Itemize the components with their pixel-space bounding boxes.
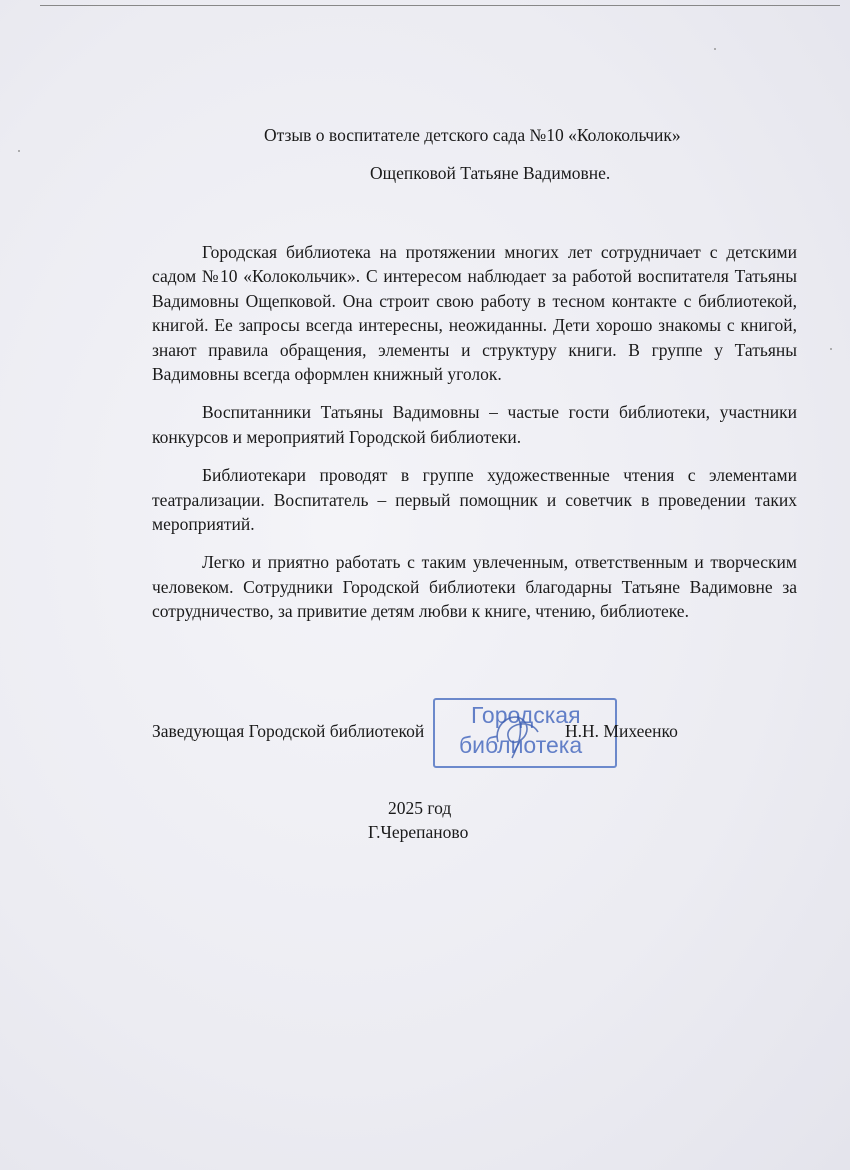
stamp-line2: библиотека	[459, 732, 583, 758]
handwritten-signature	[488, 702, 544, 764]
paragraph: Легко и приятно работать с таким увлеченным, ответственным и творческим человеком. Сотрудники Городской библиотеки благодарны Татьяне Вадимовне за сотрудничество, за привитие детям любви к книге, чтению, библиотеке.	[152, 552, 797, 622]
document-year: 2025 год	[388, 798, 452, 818]
signature-name: Н.Н. Михеенко	[565, 721, 678, 741]
document-subject: Ощепковой Татьяне Вадимовне.	[370, 163, 611, 183]
paragraph: Воспитанники Татьяны Вадимовны – частые гости библиотеки, участники конкурсов и мероприятий Городской библиотеки.	[152, 402, 797, 447]
paragraph: Городская библиотека на протяжении многих лет сотрудничает с детскими садом №10 «Колокольчик». С интересом наблюдает за работой воспитателя Татьяны Вадимовны Ощепковой. Она строит свою работу в тесном контакте с библиотекой, книгой. Ее запросы всегда интересны, неожиданны. Дети хорошо знакомы с книгой, знают правила обращения, элементы и структуру книги. В группе у Татьяны Вадимовны всегда оформлен книжный уголок.	[152, 242, 797, 385]
scan-speck	[830, 348, 832, 350]
signature-title: Заведующая Городской библиотекой	[152, 721, 425, 741]
scan-edge-line	[40, 5, 840, 6]
paragraph: Библиотекари проводят в группе художественные чтения с элементами театрализации. Воспитатель – первый помощник и советчик в проведении таких мероприятий.	[152, 465, 797, 535]
document-title: Отзыв о воспитателе детского сада №10 «Колокольчик»	[264, 125, 681, 145]
scan-speck	[714, 48, 716, 50]
document-city: Г.Черепаново	[368, 822, 469, 842]
stamp-line1: Городская	[471, 702, 581, 728]
scan-speck	[18, 150, 20, 152]
document-body	[152, 240, 797, 638]
